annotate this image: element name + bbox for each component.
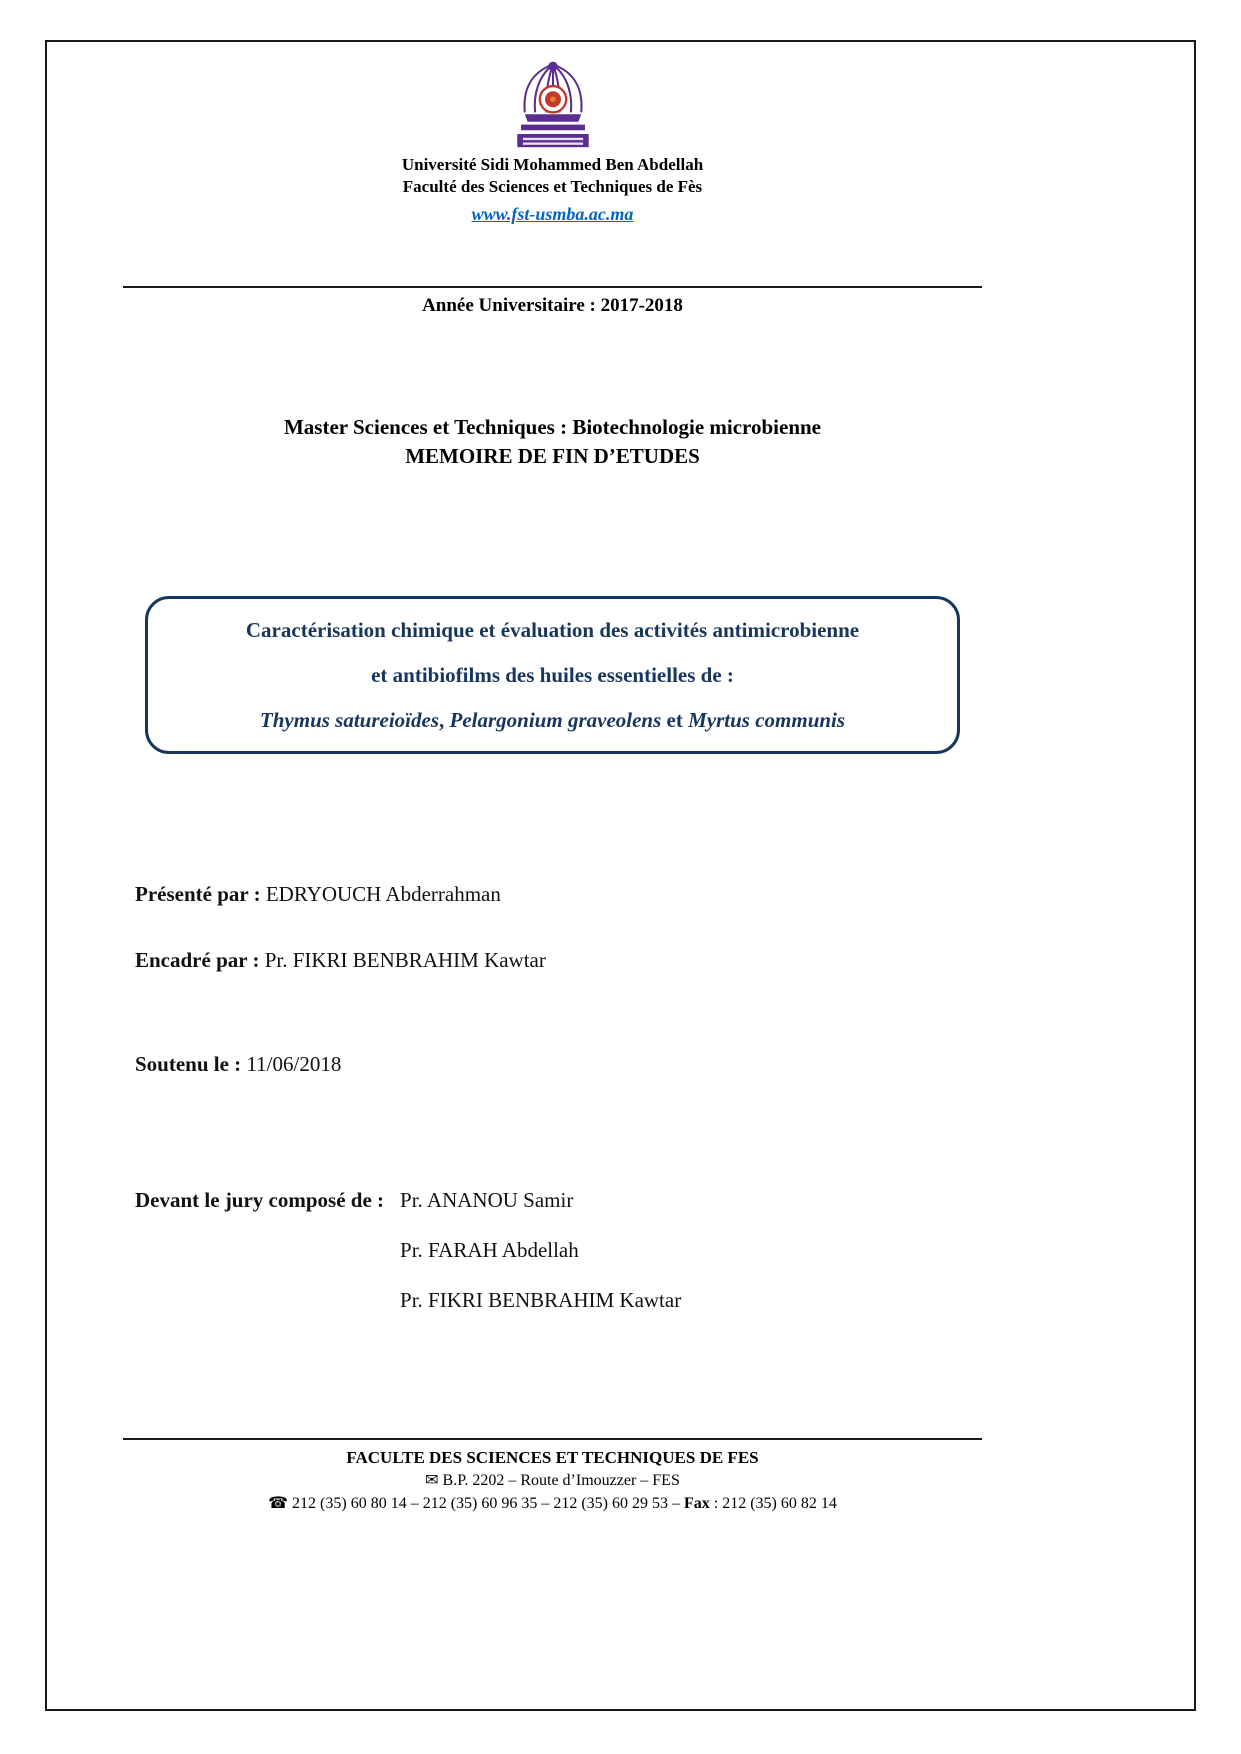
thesis-title-line3 <box>172 706 933 734</box>
phone-icon: ☎ <box>268 1495 289 1512</box>
jury-member-3: Pr. FIKRI BENBRAHIM Kawtar <box>400 1288 682 1312</box>
presented-by-value: EDRYOUCH Abderrahman <box>265 882 501 906</box>
footer-phone-line <box>123 1492 982 1515</box>
species-name-1: Thymus satureioïdes <box>259 708 440 732</box>
thesis-title-box <box>145 596 960 754</box>
title-separator-1: , <box>439 708 450 732</box>
details-block <box>135 880 982 1078</box>
species-name-2: Pelargonium graveolens <box>449 708 662 732</box>
document-footer <box>123 1438 982 1515</box>
academic-year: Année Universitaire : 2017-2018 <box>422 295 683 316</box>
university-logo-image <box>510 56 596 150</box>
species-name-3: Myrtus communis <box>688 708 846 732</box>
footer-fax-label: Fax <box>684 1495 710 1512</box>
document-header <box>123 56 982 225</box>
presented-by-label: Présenté par : <box>135 882 261 906</box>
footer-divider <box>123 1438 982 1440</box>
presented-by-row <box>135 880 982 908</box>
program-block <box>123 413 982 471</box>
jury-member-1: Pr. ANANOU Samir <box>400 1188 574 1212</box>
faculty-name: Faculté des Sciences et Techniques de Fès <box>402 177 703 196</box>
jury-block <box>135 1186 982 1314</box>
page-border <box>45 40 1196 1711</box>
footer-address-line <box>123 1469 982 1492</box>
supervised-by-value: Pr. FIKRI BENBRAHIM Kawtar <box>264 948 546 972</box>
footer-address-text: B.P. 2202 – Route d’Imouzzer – FES <box>442 1472 680 1489</box>
jury-member-2: Pr. FARAH Abdellah <box>400 1238 579 1262</box>
page-content <box>47 42 1194 1709</box>
master-program: Master Sciences et Techniques : Biotechnologie microbienne <box>283 415 822 439</box>
supervised-by-label: Encadré par : <box>135 948 260 972</box>
defense-date-row <box>135 1050 982 1078</box>
defense-date-label: Soutenu le : <box>135 1052 242 1076</box>
thesis-title-line1: Caractérisation chimique et évaluation des activités antimicrobienne <box>245 618 860 642</box>
footer-faculty-name: FACULTE DES SCIENCES ET TECHNIQUES DE FES <box>346 1448 759 1467</box>
title-separator-2: et <box>661 708 689 732</box>
university-logo <box>123 56 982 150</box>
university-name: Université Sidi Mohammed Ben Abdellah <box>401 155 704 174</box>
document-type: MEMOIRE DE FIN D’ETUDES <box>405 444 700 468</box>
thesis-title-line2: et antibiofilms des huiles essentielles de : <box>371 663 734 687</box>
header-divider <box>123 286 982 288</box>
mail-icon: ✉ <box>425 1472 439 1489</box>
jury-members-list <box>400 1186 681 1314</box>
supervised-by-row <box>135 946 982 974</box>
website-link[interactable]: www.fst-usmba.ac.ma <box>471 204 634 224</box>
footer-phone-numbers: 212 (35) 60 80 14 – 212 (35) 60 96 35 – 212 (35) 60 29 53 – <box>292 1495 684 1512</box>
jury-label: Devant le jury composé de : <box>135 1188 385 1212</box>
defense-date-value: 11/06/2018 <box>246 1052 342 1076</box>
footer-fax-number: : 212 (35) 60 82 14 <box>709 1495 837 1512</box>
